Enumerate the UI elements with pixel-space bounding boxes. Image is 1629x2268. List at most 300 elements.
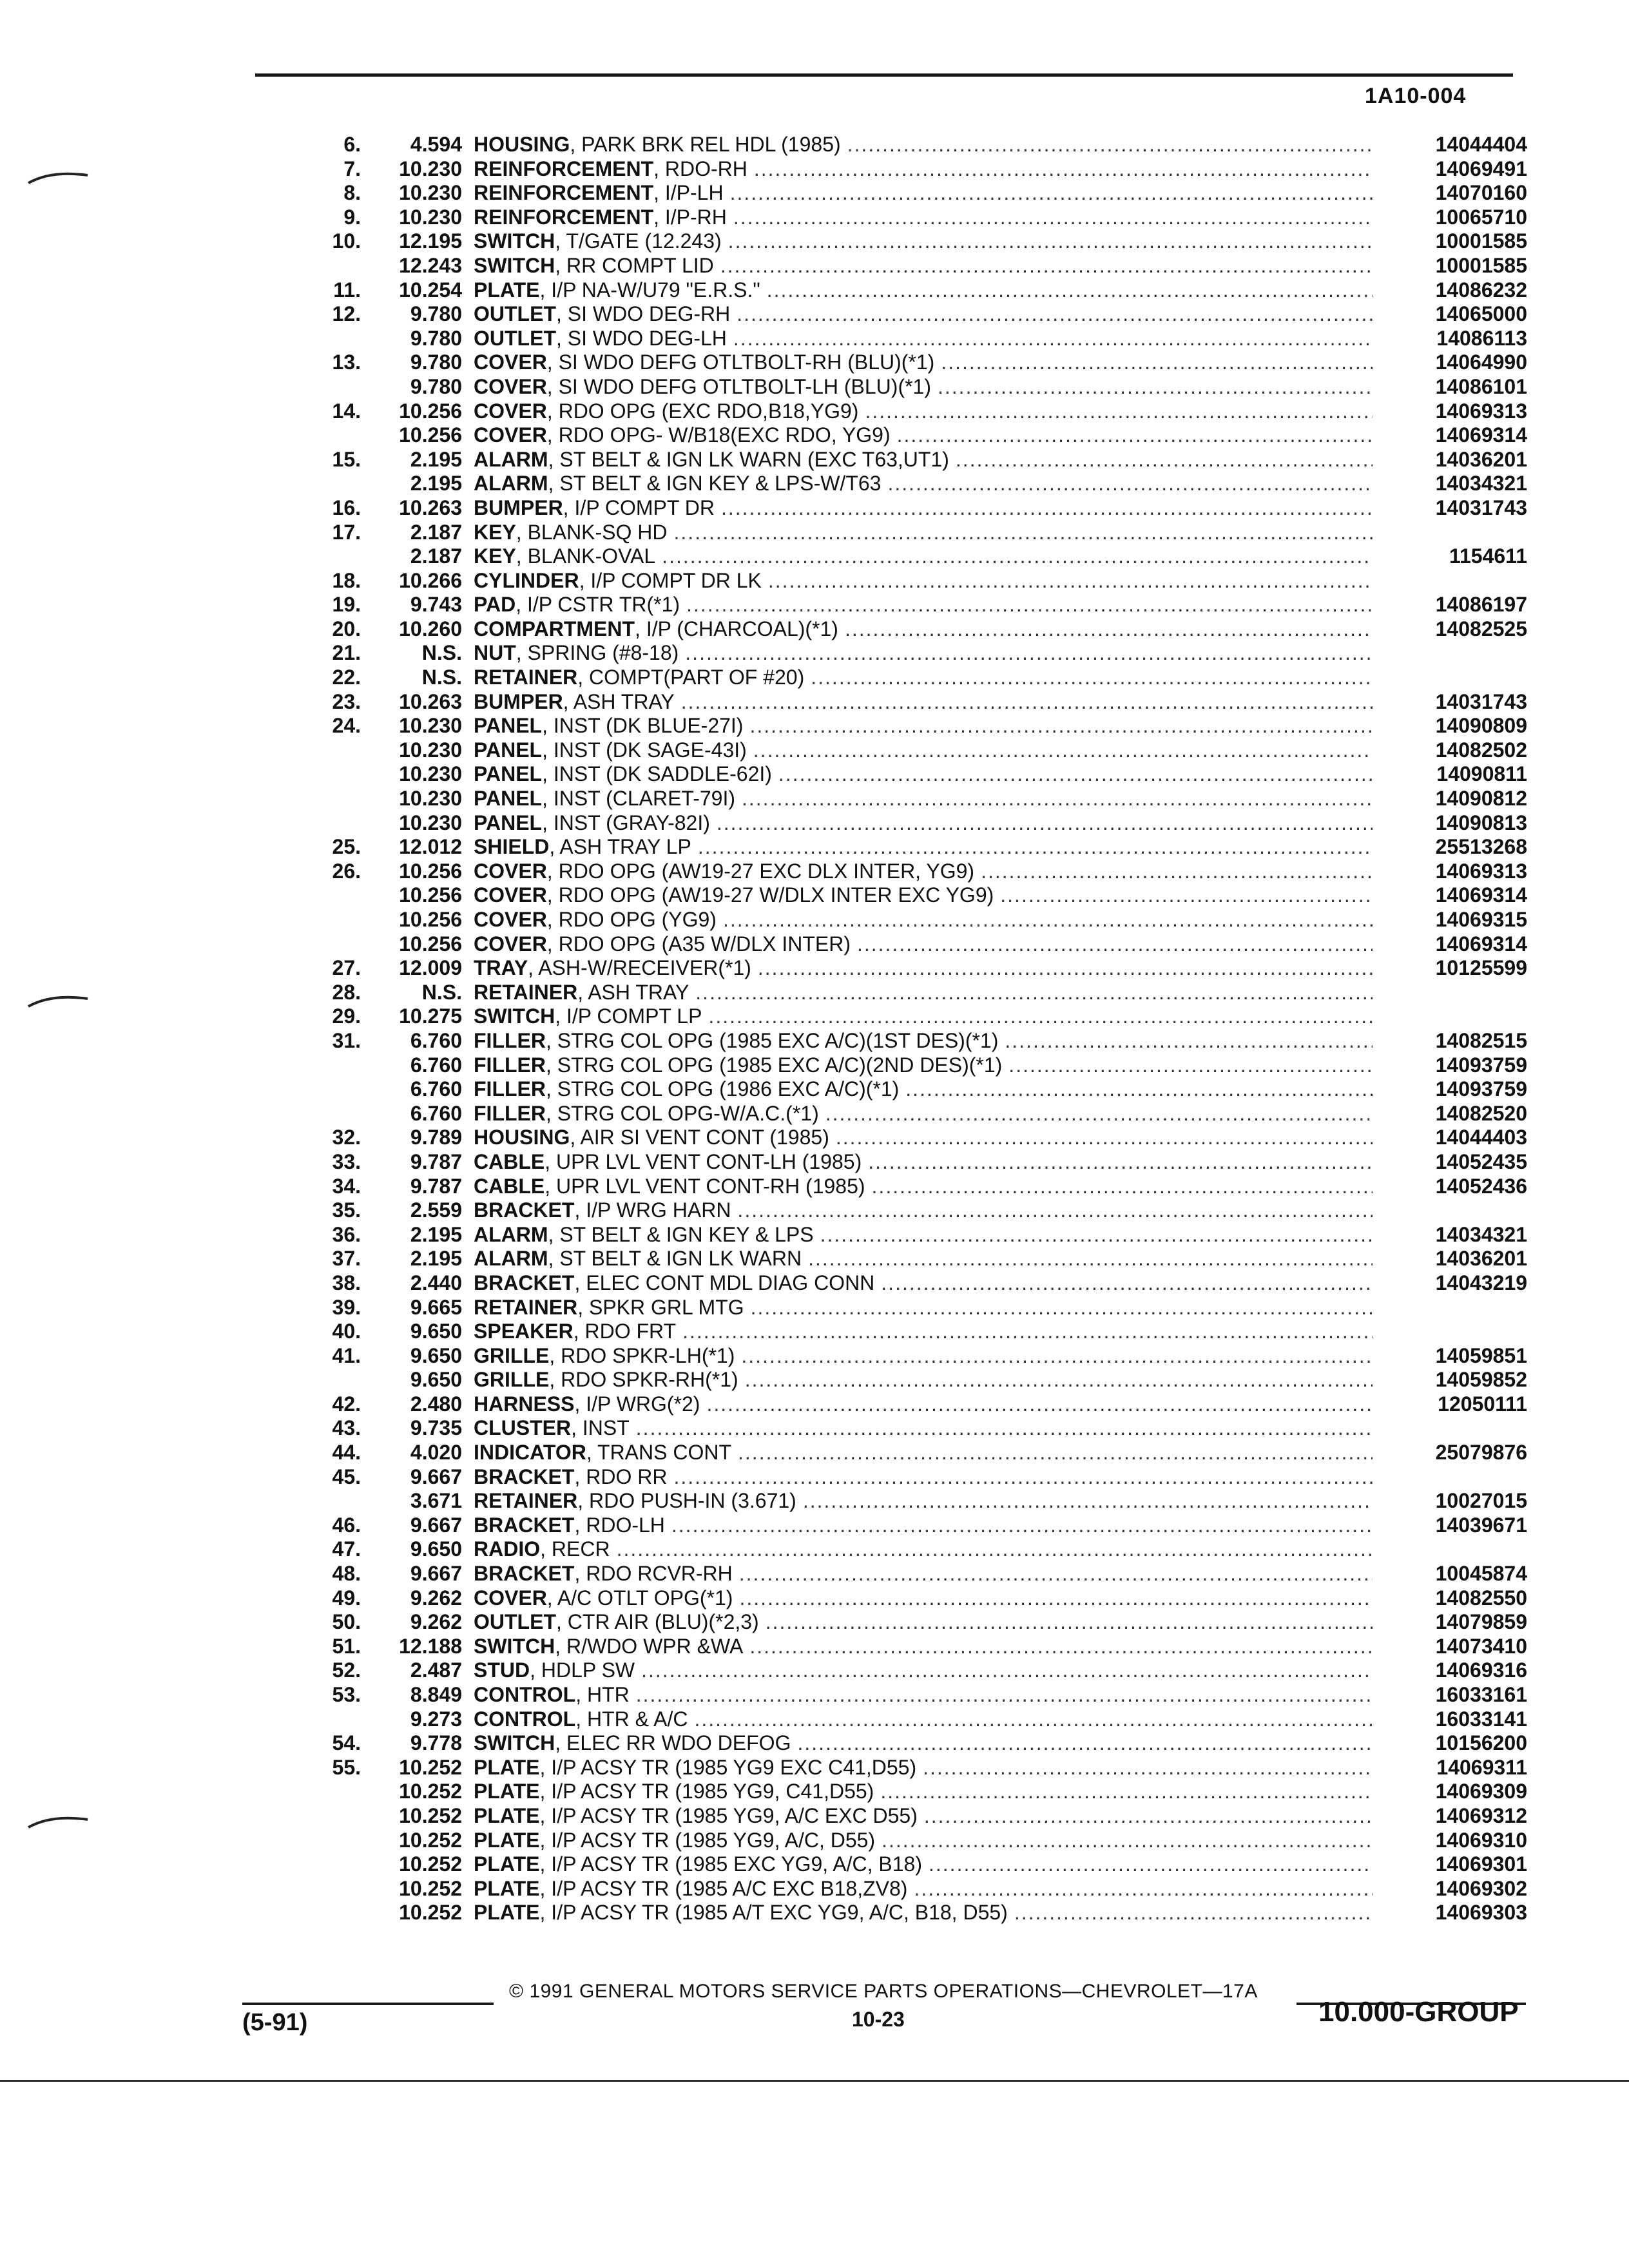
part-detail: , ASH TRAY	[577, 980, 689, 1004]
part-number: 14082515	[1435, 1028, 1527, 1052]
parts-row	[277, 762, 1527, 786]
parts-row	[277, 1004, 1527, 1028]
parts-row	[277, 956, 1527, 980]
group-number: 9.650	[410, 1320, 462, 1343]
dot-leader	[636, 1416, 1373, 1440]
dot-leader	[811, 665, 1373, 689]
part-number: 14069311	[1436, 1755, 1527, 1779]
part-number: 14082525	[1435, 617, 1527, 640]
part-description	[474, 1125, 1373, 1149]
part-name: SPEAKER	[474, 1320, 574, 1343]
group-number: 9.273	[410, 1707, 462, 1731]
part-description	[474, 520, 1373, 544]
part-detail: , CTR AIR (BLU)(*2,3)	[555, 1610, 759, 1634]
dot-leader	[868, 1149, 1373, 1174]
part-name: PLATE	[474, 1901, 540, 1925]
dot-leader	[778, 762, 1373, 786]
part-detail: , SI WDO DEG-RH	[555, 302, 731, 326]
part-detail: , I/P ACSY TR (1985 YG9 EXC C41,D55)	[539, 1755, 917, 1779]
dot-leader	[923, 1755, 1373, 1780]
part-detail: , I/P ACSY TR (1985 A/C EXC B18,ZV8)	[539, 1876, 908, 1900]
dot-leader	[836, 1125, 1373, 1149]
part-name: HOUSING	[474, 1126, 570, 1149]
part-name: PLATE	[474, 1755, 540, 1779]
parts-row	[277, 1682, 1527, 1707]
part-description	[474, 956, 1373, 980]
ref-number: 35.	[332, 1198, 361, 1222]
dot-leader	[1000, 883, 1373, 907]
ref-number: 44.	[332, 1441, 361, 1465]
part-description	[474, 326, 1373, 351]
part-number: 14039671	[1435, 1513, 1527, 1537]
parts-row	[277, 1367, 1527, 1392]
group-number: 10.256	[399, 908, 462, 931]
dot-leader	[695, 980, 1373, 1004]
parts-row	[277, 640, 1527, 665]
dot-leader	[754, 157, 1373, 181]
part-name: BRACKET	[474, 1271, 575, 1294]
parts-row	[277, 1222, 1527, 1247]
dot-leader	[981, 859, 1373, 883]
part-description	[474, 859, 1373, 883]
ref-number: 20.	[332, 617, 361, 640]
part-number: 14086232	[1435, 278, 1527, 302]
footer-group-label: 10.000-GROUP	[1318, 1996, 1519, 2028]
group-number: 9.787	[410, 1149, 462, 1173]
part-name: SWITCH	[474, 1004, 555, 1028]
parts-row	[277, 1900, 1527, 1925]
ref-number: 29.	[332, 1004, 361, 1028]
parts-row	[277, 157, 1527, 181]
group-number: 10.252	[399, 1901, 462, 1925]
bottom-rule	[0, 2080, 1629, 2082]
part-description	[474, 1755, 1373, 1780]
parts-row	[277, 471, 1527, 495]
part-number: 14069313	[1435, 859, 1527, 883]
dot-leader	[742, 786, 1373, 811]
dot-leader	[845, 617, 1373, 641]
part-detail: , ST BELT & IGN KEY & LPS	[548, 1222, 814, 1246]
dot-leader	[739, 1561, 1373, 1586]
group-number: 12.243	[399, 253, 462, 277]
part-name: HARNESS	[474, 1392, 575, 1416]
ref-number: 51.	[332, 1634, 361, 1658]
dot-leader	[803, 1488, 1373, 1513]
parts-row	[277, 1028, 1527, 1053]
dot-leader	[808, 1246, 1373, 1271]
parts-row	[277, 1440, 1527, 1465]
parts-row	[277, 180, 1527, 205]
part-detail: , UPR LVL VENT CONT-RH (1985)	[545, 1174, 865, 1198]
part-number: 10065710	[1435, 205, 1527, 229]
part-description	[474, 713, 1373, 738]
part-description	[474, 1343, 1373, 1368]
part-number: 14069302	[1435, 1876, 1527, 1900]
parts-row	[277, 1465, 1527, 1489]
group-number: 10.256	[399, 399, 462, 423]
group-number: 12.188	[399, 1634, 462, 1658]
ref-number: 50.	[332, 1610, 361, 1634]
part-name: BUMPER	[474, 689, 563, 713]
part-description	[474, 1488, 1373, 1513]
parts-row	[277, 932, 1527, 956]
part-detail: , T/GATE (12.243)	[555, 229, 722, 253]
group-number: 4.594	[410, 133, 462, 156]
part-number: 14064990	[1435, 351, 1527, 374]
part-name: RETAINER	[474, 1295, 578, 1319]
part-name: KEY	[474, 520, 516, 544]
parts-row	[277, 883, 1527, 907]
group-number: 10.252	[399, 1780, 462, 1803]
part-detail: , RDO OPG (A35 W/DLX INTER)	[546, 932, 851, 956]
group-number: 10.252	[399, 1876, 462, 1900]
ref-number: 54.	[332, 1731, 361, 1755]
parts-row	[277, 592, 1527, 617]
part-description	[474, 544, 1373, 568]
group-number: 10.256	[399, 932, 462, 956]
part-description	[474, 1537, 1373, 1561]
part-number: 10156200	[1435, 1731, 1527, 1755]
margin-tick-mark	[26, 1811, 90, 1836]
ref-number: 36.	[332, 1222, 361, 1246]
part-number: 14034321	[1435, 472, 1527, 495]
part-detail: , INST (DK SADDLE-62I)	[542, 762, 772, 786]
footer-date-code: (5-91)	[242, 2009, 308, 2036]
part-detail: , ELEC RR WDO DEFOG	[555, 1731, 791, 1755]
part-number: 14090811	[1436, 762, 1527, 786]
part-name: BRACKET	[474, 1198, 575, 1222]
part-detail: , RDO-RH	[653, 157, 747, 180]
part-name: PLATE	[474, 1876, 540, 1900]
parts-row	[277, 1779, 1527, 1803]
part-detail: , I/P COMPT DR LK	[579, 568, 762, 592]
part-name: PANEL	[474, 811, 543, 834]
part-detail: , INST (CLARET-79I)	[542, 787, 735, 811]
part-detail: , I/P ACSY TR (1985 EXC YG9, A/C, B18)	[539, 1852, 922, 1876]
dot-leader	[882, 1828, 1373, 1852]
parts-row	[277, 1537, 1527, 1561]
part-name: PANEL	[474, 787, 543, 811]
ref-number: 8.	[343, 181, 361, 205]
ref-number: 17.	[332, 520, 361, 544]
dot-leader	[662, 544, 1373, 568]
part-description	[474, 1779, 1373, 1803]
footer-copyright: © 1991 GENERAL MOTORS SERVICE PARTS OPERATIONS—CHEVROLET—17A	[509, 1981, 1258, 2002]
part-detail: , RDO SPKR-LH(*1)	[549, 1343, 735, 1367]
ref-number: 7.	[343, 157, 361, 180]
parts-row	[277, 423, 1527, 447]
part-number: 14036201	[1435, 1247, 1527, 1271]
part-detail: , STRG COL OPG-W/A.C.(*1)	[545, 1101, 819, 1125]
part-name: CONTROL	[474, 1683, 576, 1706]
part-detail: , R/WDO WPR &WA	[555, 1634, 744, 1658]
parts-row	[277, 811, 1527, 835]
part-description	[474, 278, 1373, 302]
part-description	[474, 980, 1373, 1004]
group-number: 10.256	[399, 859, 462, 883]
group-number: 4.020	[410, 1441, 462, 1465]
part-description	[474, 738, 1373, 762]
part-name: COVER	[474, 908, 547, 931]
parts-row	[277, 374, 1527, 399]
ref-number: 49.	[332, 1586, 361, 1610]
part-description	[474, 1198, 1373, 1222]
parts-row	[277, 1561, 1527, 1586]
part-name: PANEL	[474, 762, 543, 786]
part-name: CABLE	[474, 1149, 545, 1173]
part-description	[474, 1513, 1373, 1537]
part-description	[474, 423, 1373, 447]
dot-leader	[929, 1852, 1373, 1876]
part-name: PLATE	[474, 1803, 540, 1827]
part-number: 14059851	[1435, 1343, 1527, 1367]
part-number: 14090813	[1435, 811, 1527, 834]
parts-row	[277, 1707, 1527, 1731]
parts-row	[277, 229, 1527, 253]
part-description	[474, 1392, 1373, 1416]
group-number: 10.230	[399, 714, 462, 738]
part-name: GRILLE	[474, 1343, 550, 1367]
part-number: 16033141	[1435, 1707, 1527, 1731]
part-number: 10027015	[1435, 1489, 1527, 1513]
group-number: 10.230	[399, 181, 462, 205]
ref-number: 52.	[332, 1658, 361, 1682]
parts-row	[277, 132, 1527, 157]
part-name: COVER	[474, 399, 547, 423]
part-name: PLATE	[474, 1852, 540, 1876]
group-number: 9.789	[410, 1126, 462, 1149]
group-number: N.S.	[421, 980, 462, 1004]
parts-row	[277, 1149, 1527, 1174]
part-name: COMPARTMENT	[474, 617, 635, 640]
part-name: COVER	[474, 932, 547, 956]
part-description	[474, 471, 1373, 495]
part-detail: , I/P WRG(*2)	[574, 1392, 700, 1416]
part-detail: , HTR	[575, 1683, 630, 1706]
part-detail: , HTR & A/C	[575, 1707, 688, 1731]
part-description	[474, 1319, 1373, 1343]
ref-number: 31.	[332, 1028, 361, 1052]
group-number: 10.252	[399, 1755, 462, 1779]
group-number: 9.667	[410, 1513, 462, 1537]
dot-leader	[617, 1537, 1373, 1561]
dot-leader	[737, 302, 1373, 326]
footer-page-number: 10-23	[852, 2008, 905, 2031]
part-number: 14082550	[1435, 1586, 1527, 1610]
ref-number: 23.	[332, 689, 361, 713]
part-number: 14069316	[1435, 1658, 1527, 1682]
part-number: 14073410	[1435, 1634, 1527, 1658]
parts-row	[277, 1755, 1527, 1780]
part-number: 14069315	[1435, 908, 1527, 931]
dot-leader	[686, 592, 1373, 617]
part-description	[474, 253, 1373, 278]
part-name: ALARM	[474, 447, 548, 471]
part-description	[474, 689, 1373, 714]
part-number: 14069313	[1435, 399, 1527, 423]
part-name: PANEL	[474, 738, 543, 762]
dot-leader	[681, 689, 1373, 714]
ref-number: 37.	[332, 1247, 361, 1271]
part-name: SWITCH	[474, 1731, 555, 1755]
dot-leader	[924, 1803, 1373, 1828]
dot-leader	[738, 1440, 1373, 1465]
part-number: 16033161	[1435, 1683, 1527, 1706]
group-number: 10.275	[399, 1004, 462, 1028]
part-name: TRAY	[474, 956, 528, 980]
part-detail: , ST BELT & IGN LK WARN (EXC T63,UT1)	[548, 447, 949, 471]
part-name: BUMPER	[474, 495, 563, 519]
group-number: 12.195	[399, 229, 462, 253]
part-detail: , PARK BRK REL HDL (1985)	[570, 133, 841, 156]
part-description	[474, 1367, 1373, 1392]
group-number: 10.252	[399, 1828, 462, 1852]
part-detail: , BLANK-OVAL	[516, 544, 656, 568]
group-number: 6.760	[410, 1028, 462, 1052]
part-description	[474, 1028, 1373, 1053]
part-description	[474, 374, 1373, 399]
part-name: RETAINER	[474, 666, 578, 689]
part-number: 14086113	[1436, 326, 1527, 350]
parts-row	[277, 1828, 1527, 1852]
group-number: 9.780	[410, 326, 462, 350]
ref-number: 9.	[343, 205, 361, 229]
parts-row	[277, 568, 1527, 593]
dot-leader	[751, 1295, 1373, 1320]
parts-row	[277, 350, 1527, 374]
group-number: 10.263	[399, 689, 462, 713]
dot-leader	[865, 399, 1373, 423]
dot-leader	[753, 738, 1373, 762]
part-number: 14086197	[1435, 593, 1527, 617]
part-detail: , ASH-W/RECEIVER(*1)	[528, 956, 751, 980]
part-description	[474, 302, 1373, 326]
part-description	[474, 1077, 1373, 1101]
part-detail: , RDO OPG (AW19-27 W/DLX INTER EXC YG9)	[546, 883, 994, 907]
dot-leader	[733, 205, 1373, 229]
ref-number: 34.	[332, 1174, 361, 1198]
group-number: 9.780	[410, 302, 462, 326]
part-number: 14036201	[1435, 447, 1527, 471]
part-number: 14069312	[1435, 1803, 1527, 1827]
part-detail: , INST (GRAY-82I)	[542, 811, 710, 834]
ref-number: 19.	[332, 593, 361, 617]
part-detail: , COMPT(PART OF #20)	[577, 666, 805, 689]
ref-number: 47.	[332, 1537, 361, 1561]
part-name: PANEL	[474, 714, 543, 738]
parts-row	[277, 302, 1527, 326]
part-number: 14069314	[1435, 932, 1527, 956]
part-detail: , I/P COMPT DR	[563, 495, 715, 519]
group-number: 2.187	[410, 520, 462, 544]
ref-number: 45.	[332, 1465, 361, 1488]
part-detail: , BLANK-SQ HD	[516, 520, 668, 544]
part-description	[474, 1682, 1373, 1707]
parts-row	[277, 1125, 1527, 1149]
parts-row	[277, 1658, 1527, 1682]
part-name: SWITCH	[474, 1634, 555, 1658]
parts-row	[277, 689, 1527, 714]
part-name: BRACKET	[474, 1562, 575, 1586]
top-rule	[255, 73, 1513, 77]
part-name: PLATE	[474, 1828, 540, 1852]
part-detail: , SI WDO DEG-LH	[555, 326, 727, 350]
part-detail: , STRG COL OPG (1985 EXC A/C)(2ND DES)(*1)	[545, 1053, 1003, 1077]
group-number: 10.256	[399, 423, 462, 447]
ref-number: 55.	[332, 1755, 361, 1779]
part-detail: , INST (DK BLUE-27I)	[542, 714, 744, 738]
group-number: 2.559	[410, 1198, 462, 1222]
group-number: 2.195	[410, 447, 462, 471]
part-detail: , I/P WRG HARN	[574, 1198, 731, 1222]
part-name: PLATE	[474, 1780, 540, 1803]
part-detail: , ST BELT & IGN KEY & LPS-W/T63	[548, 472, 882, 495]
group-number: 2.487	[410, 1658, 462, 1682]
part-description	[474, 907, 1373, 932]
part-number: 25079876	[1435, 1441, 1527, 1465]
group-number: 10.263	[399, 495, 462, 519]
group-number: 9.780	[410, 351, 462, 374]
part-detail: , I/P CSTR TR(*1)	[516, 593, 680, 617]
parts-row	[277, 1198, 1527, 1222]
ref-number: 14.	[332, 399, 361, 423]
dot-leader	[749, 1634, 1373, 1658]
part-description	[474, 1246, 1373, 1271]
part-detail: , RDO SPKR-RH(*1)	[549, 1368, 738, 1392]
part-description	[474, 665, 1373, 689]
ref-number: 53.	[332, 1683, 361, 1706]
part-number: 14052435	[1435, 1149, 1527, 1173]
part-number: 14086101	[1435, 374, 1527, 398]
part-name: ALARM	[474, 472, 548, 495]
part-number: 14069491	[1435, 157, 1527, 180]
part-description	[474, 1101, 1373, 1126]
ref-number: 33.	[332, 1149, 361, 1173]
dot-leader	[745, 1367, 1373, 1392]
parts-row	[277, 1731, 1527, 1755]
dot-leader	[905, 1077, 1373, 1101]
dot-leader	[847, 132, 1373, 157]
part-name: SWITCH	[474, 253, 555, 277]
part-name: CLUSTER	[474, 1416, 572, 1440]
dot-leader	[636, 1682, 1373, 1707]
part-description	[474, 1634, 1373, 1658]
part-detail: , ASH TRAY	[563, 689, 675, 713]
dot-leader	[880, 1779, 1373, 1803]
part-number: 14044404	[1435, 133, 1527, 156]
group-number: 6.760	[410, 1101, 462, 1125]
parts-row	[277, 1586, 1527, 1610]
part-name: KEY	[474, 544, 516, 568]
dot-leader	[685, 640, 1373, 665]
part-detail: , ASH TRAY LP	[549, 835, 691, 859]
parts-row	[277, 326, 1527, 351]
part-name: RADIO	[474, 1537, 541, 1561]
part-description	[474, 1440, 1373, 1465]
dot-leader	[674, 520, 1373, 544]
part-description	[474, 1876, 1373, 1901]
part-detail: , HDLP SW	[530, 1658, 635, 1682]
part-description	[474, 1174, 1373, 1198]
part-detail: , RDO-LH	[574, 1513, 665, 1537]
part-detail: , UPR LVL VENT CONT-LH (1985)	[545, 1149, 862, 1173]
ref-number: 42.	[332, 1392, 361, 1416]
part-description	[474, 447, 1373, 472]
ref-number: 15.	[332, 447, 361, 471]
group-number: 9.787	[410, 1174, 462, 1198]
part-number: 10001585	[1435, 229, 1527, 253]
part-number: 14070160	[1435, 181, 1527, 205]
